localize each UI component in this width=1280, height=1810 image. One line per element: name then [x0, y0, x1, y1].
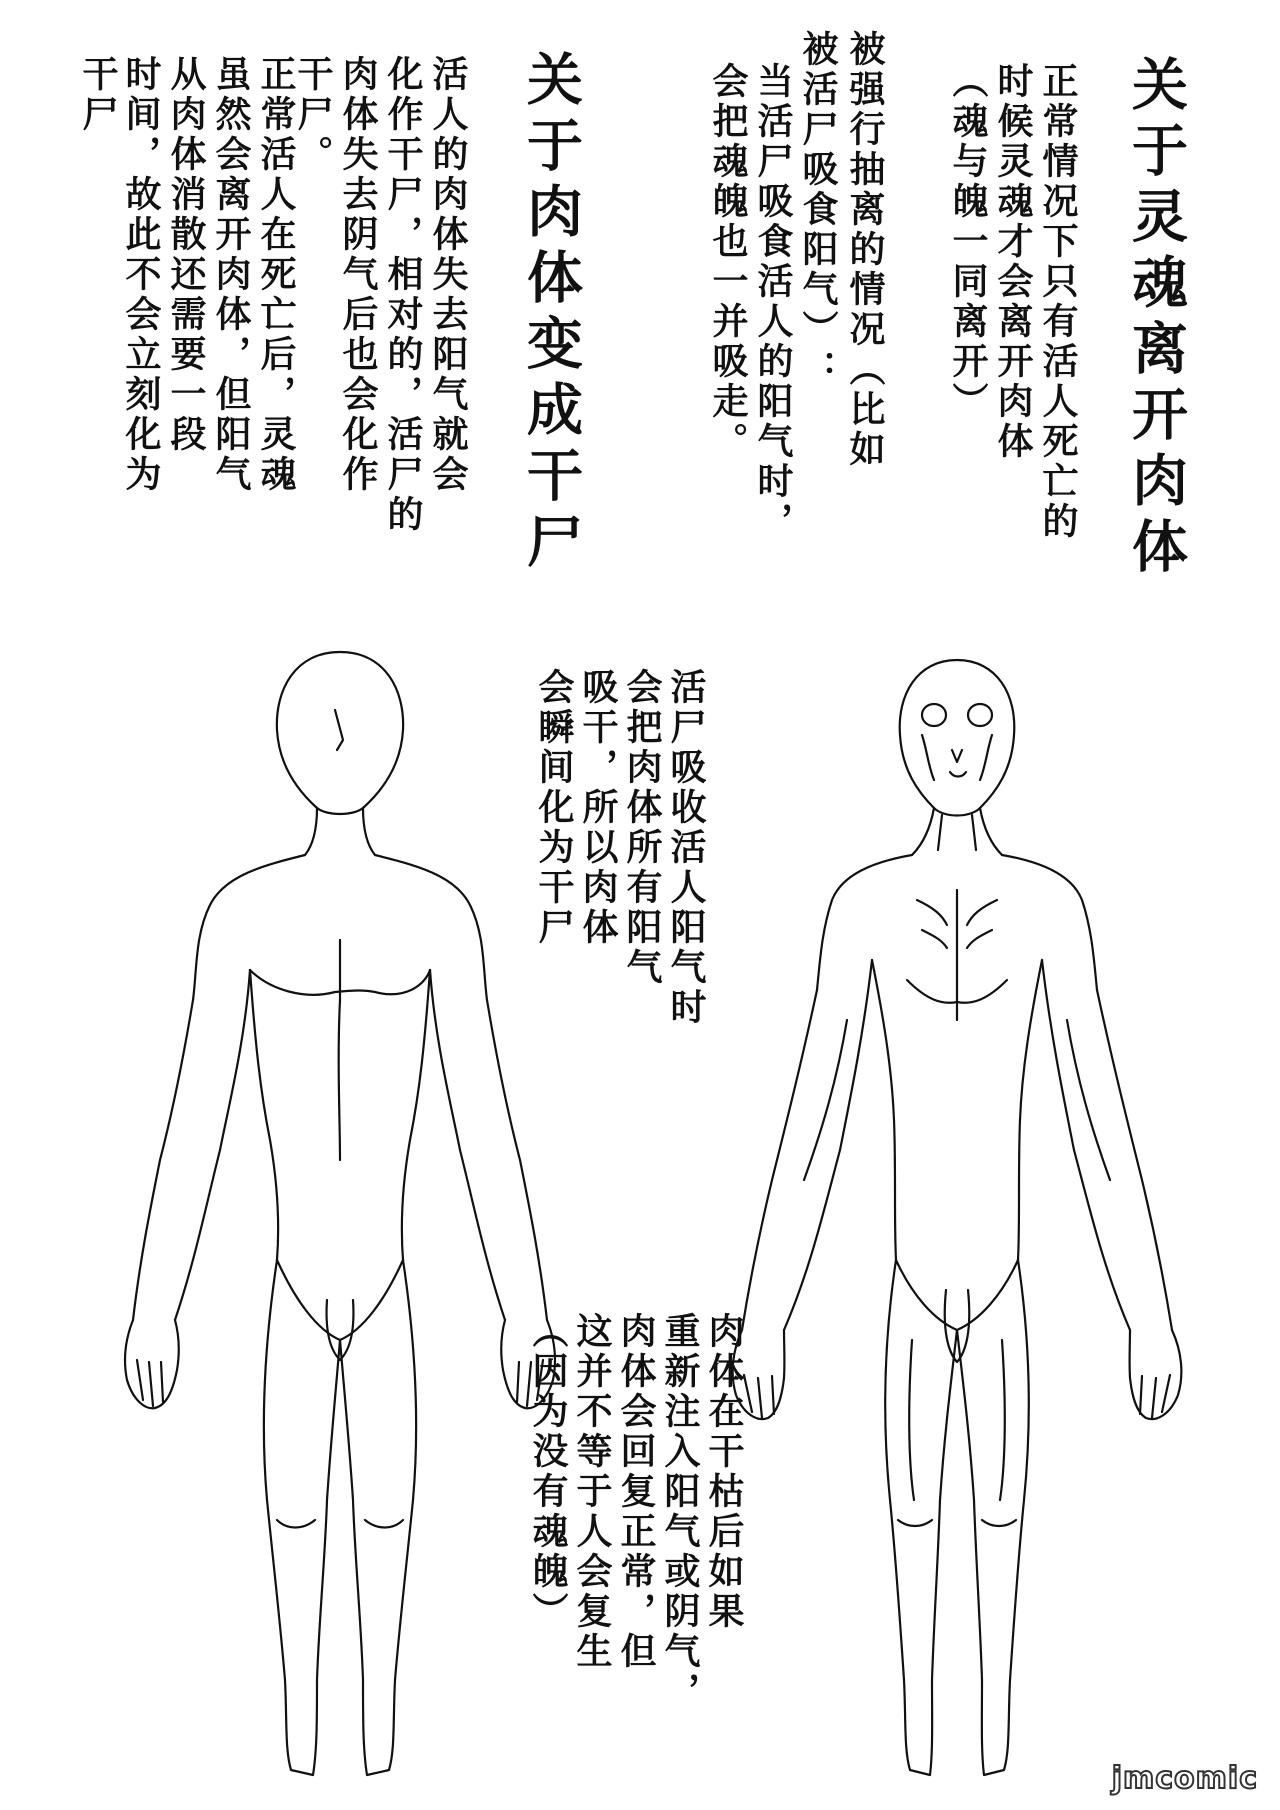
section1-line: 被活尸吸食阳气）： [797, 30, 839, 390]
note-bottom-line: 肉体在干枯后如果 [703, 1312, 745, 1632]
section1-line: 时候灵魂才会离开肉体 [992, 62, 1034, 462]
watermark-logo: jmcomic [1111, 1761, 1258, 1796]
section2-line: 干尸 [77, 55, 119, 135]
section2-line: 正常活人在死亡后，灵魂 [255, 55, 297, 495]
section1-line: 被强行抽离的情况（比如 [844, 30, 886, 470]
note-middle-line: 会把肉体所有阳气 [621, 668, 663, 988]
section1-line: （魂与魄一同离开） [947, 62, 989, 422]
section2-line: 化作干尸，相对的，活尸的 [382, 55, 424, 535]
section1-title: 关于灵魂离开肉体 [1123, 55, 1189, 583]
section2-title: 关于肉体变成干尸 [518, 50, 584, 578]
section1-line: 正常情况下只有活人死亡的 [1037, 62, 1079, 542]
section2-line: 虽然会离开肉体，但阳气 [210, 55, 252, 495]
dried-corpse-figure [672, 640, 1242, 1790]
note-middle-line: 吸干，所以肉体 [577, 668, 619, 948]
section2-line: 时间，故此不会立刻化为 [120, 55, 162, 495]
note-middle-line: 会瞬间化为干尸 [533, 668, 575, 948]
note-bottom-line: （因为没有魂魄） [527, 1312, 569, 1632]
section2-line: 干尸。 [292, 55, 334, 175]
note-bottom-line: 重新注入阳气或阴气， [659, 1312, 701, 1712]
note-middle-line: 活尸吸收活人阳气时 [665, 668, 707, 1028]
section2-line: 活人的肉体失去阳气就会 [427, 55, 469, 495]
note-bottom-line: 这并不等于人会复生 [571, 1312, 613, 1672]
section2-line: 肉体失去阴气后也会化作 [337, 55, 379, 495]
note-bottom-line: 肉体会回复正常，但 [615, 1312, 657, 1672]
section1-line: 当活尸吸食活人的阳气时， [752, 62, 794, 542]
living-body-figure [55, 640, 625, 1790]
section2-line: 从肉体消散还需要一段 [165, 55, 207, 455]
section1-line: 会把魂魄也一并吸走。 [707, 62, 749, 462]
